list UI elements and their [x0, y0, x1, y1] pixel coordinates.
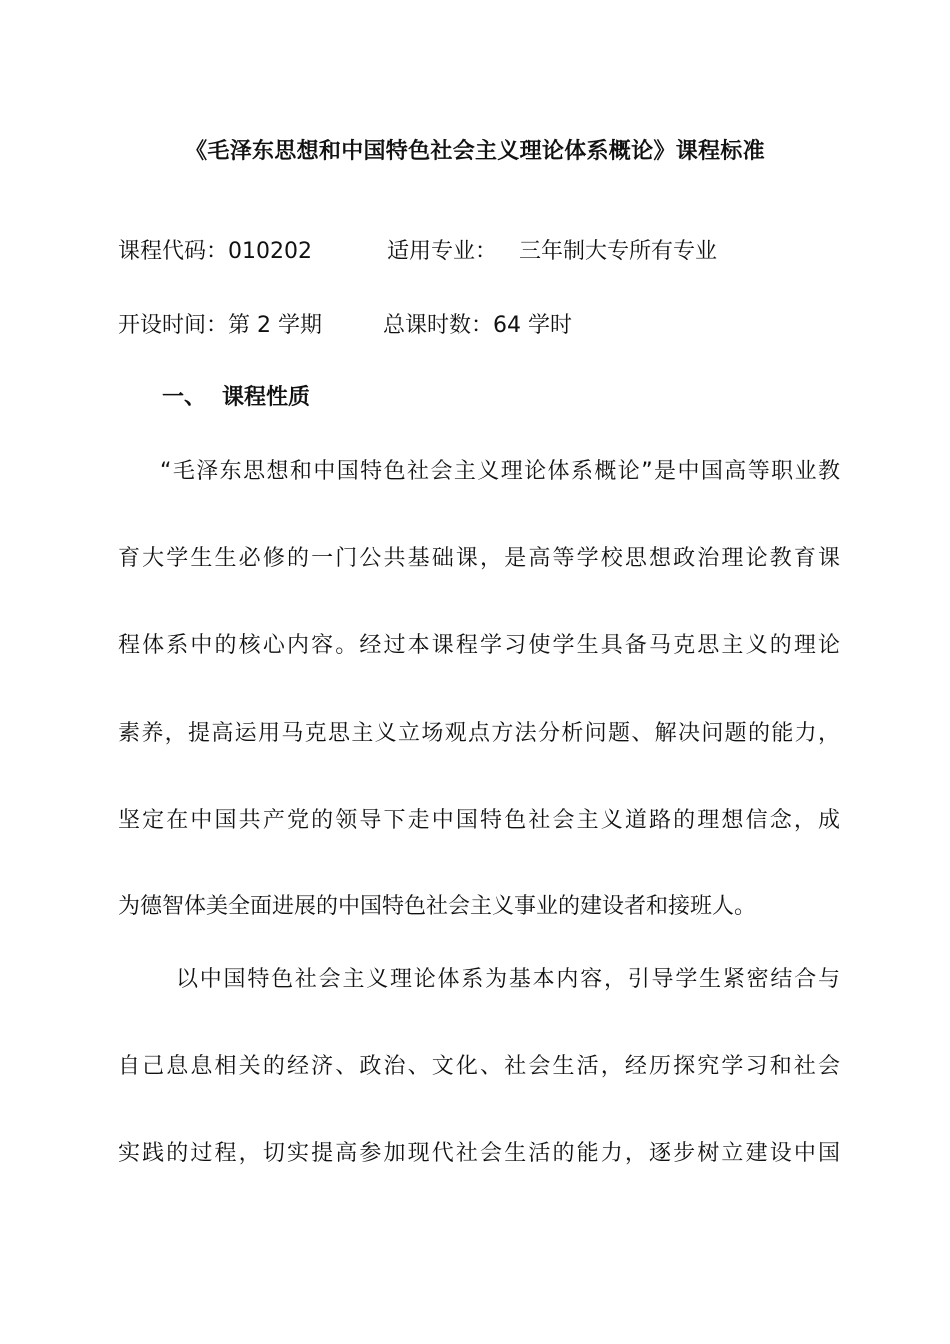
term-value: 第 2 学期: [228, 313, 322, 338]
paragraph-line: 为德智体美全面进展的中国特色社会主义事业的建设者和接班人。: [118, 894, 757, 919]
term-label: 开设时间：: [118, 313, 229, 338]
paragraph-line: 育大学生生必修的一门公共基础课，是高等学校思想政治理论教育课: [118, 546, 840, 571]
section-number: 一、: [162, 385, 207, 410]
major-value: 三年制大专所有专业: [519, 239, 718, 264]
major-label: 适用专业：: [387, 239, 498, 264]
paragraph-line: 素养，提高运用马克思主义立场观点方法分析问题、解决问题的能力，: [118, 721, 840, 746]
total-hours: [383, 308, 572, 339]
document-title: 《毛泽东思想和中国特色社会主义理论体系概论》课程标准: [185, 139, 765, 164]
hours-label: 总课时数：: [383, 313, 494, 338]
section-heading-course-nature: [162, 380, 310, 411]
course-code: [118, 234, 312, 265]
course-code-label: 课程代码：: [118, 239, 229, 264]
meta-row-term-hours: [118, 308, 572, 339]
hours-value: 64 学时: [493, 313, 573, 338]
paragraph-line: 以中国特色社会主义理论体系为基本内容，引导学生紧密结合与: [176, 967, 840, 992]
paragraph-line: 实践的过程，切实提高参加现代社会生活的能力，逐步树立建设中国: [118, 1141, 840, 1166]
paragraph-line: “毛泽东思想和中国特色社会主义理论体系概论”是中国高等职业教: [160, 459, 840, 484]
course-term: [118, 308, 322, 339]
section-title: 课程性质: [222, 385, 311, 410]
applicable-major: [387, 234, 717, 265]
paragraph-line: 程体系中的核心内容。经过本课程学习使学生具备马克思主义的理论: [118, 633, 840, 658]
paragraph-line: 自己息息相关的经济、政治、文化、社会生活，经历探究学习和社会: [118, 1054, 840, 1079]
meta-row-code-major: [118, 234, 717, 265]
course-code-value: 010202: [228, 239, 312, 264]
paragraph-line: 坚定在中国共产党的领导下走中国特色社会主义道路的理想信念，成: [118, 808, 840, 833]
